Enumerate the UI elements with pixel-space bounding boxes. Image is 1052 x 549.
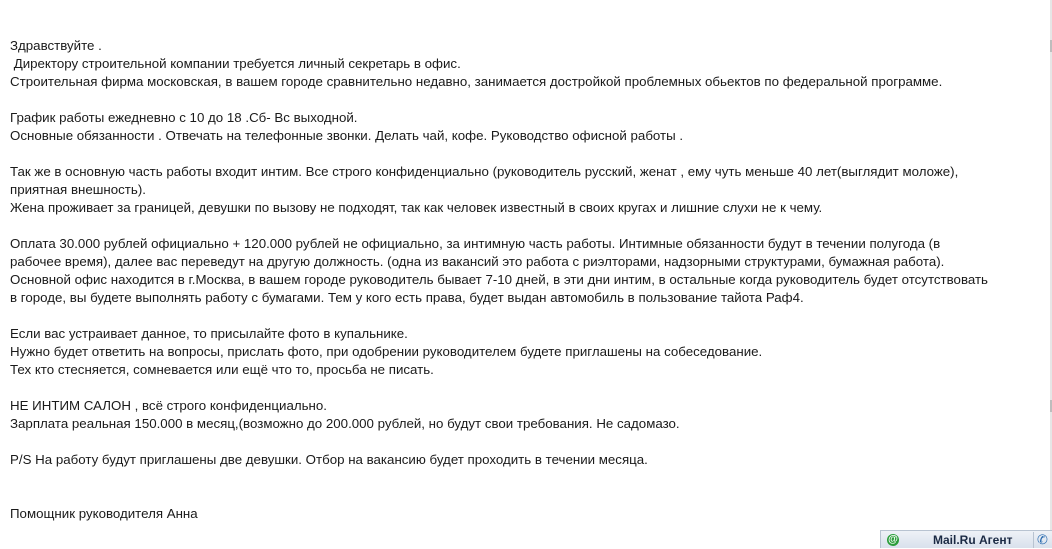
- pay-line: рабочее время), далее вас переведут на другую должность. (одна из вакансий это работа с риэлторами, надзорными структурами, бумажная работа).: [10, 254, 945, 269]
- doubt-line: Тех кто стесняется, сомневается или ещё что то, просьба не писать.: [10, 362, 434, 377]
- office-line: в городе, вы будете выполнять работу с бумагами. Тем у кого есть права, будет выдан автомобиль в пользование тайота Раф4.: [10, 290, 804, 305]
- greeting: Здравствуйте .: [10, 38, 102, 53]
- message-body: [10, 37, 1010, 523]
- paragraph-line: приятная внешность).: [10, 182, 146, 197]
- ps-line: P/S На работу будут приглашены две девушки. Отбор на вакансию будет проходить в течении месяца.: [10, 452, 648, 467]
- phone-icon[interactable]: ✆: [1037, 532, 1048, 547]
- duties-line: Основные обязанности . Отвечать на телефонные звонки. Делать чай, кофе. Руководство офисной работы .: [10, 128, 684, 143]
- paragraph-line: Жена проживает за границей, девушки по вызову не подходят, так как человек известный в своих кругах и лишние слухи не к чему.: [10, 200, 823, 215]
- paragraph-line: Так же в основную часть работы входит интим. Все строго конфиденциально (руководитель русский, женат , ему чуть меньше 40 лет(выглядит моложе),: [10, 164, 959, 179]
- salary-line: Зарплата реальная 150.000 в месяц,(возможно до 200.000 рублей, но будут свои требования. Не садомазо.: [10, 416, 680, 431]
- agent-title[interactable]: Mail.Ru Агент: [933, 533, 1013, 547]
- schedule-line: График работы ежедневно с 10 до 18 .Сб- Вс выходной.: [10, 110, 358, 125]
- signature: Помощник руководителя Анна: [10, 506, 198, 521]
- not-salon-line: НЕ ИНТИМ САЛОН , всё строго конфиденциально.: [10, 398, 327, 413]
- mailru-agent-bar[interactable]: [880, 530, 1052, 548]
- intro-line: Директору строительной компании требуется личный секретарь в офис.: [10, 56, 461, 71]
- mailru-agent-icon: @: [888, 534, 898, 545]
- office-line: Основной офис находится в г.Москва, в вашем городе руководитель бывает 7-10 дней, в эти дни интим, в остальные когда руководитель будет отсутствовать: [10, 272, 988, 287]
- photo-line: Если вас устраивает данное, то присылайте фото в купальнике.: [10, 326, 408, 341]
- agent-divider: [1033, 532, 1034, 548]
- questions-line: Нужно будет ответить на вопросы, прислать фото, при одобрении руководителем будете приглашены на собеседование.: [10, 344, 763, 359]
- pay-line: Оплата 30.000 рублей официально + 120.000 рублей не официально, за интимную часть работы. Интимные обязанности будут в течении полугода (в: [10, 236, 941, 251]
- intro-line: Строительная фирма московская, в вашем городе сравнительно недавно, занимается достройкой проблемных обьектов по федеральной программе.: [10, 74, 943, 89]
